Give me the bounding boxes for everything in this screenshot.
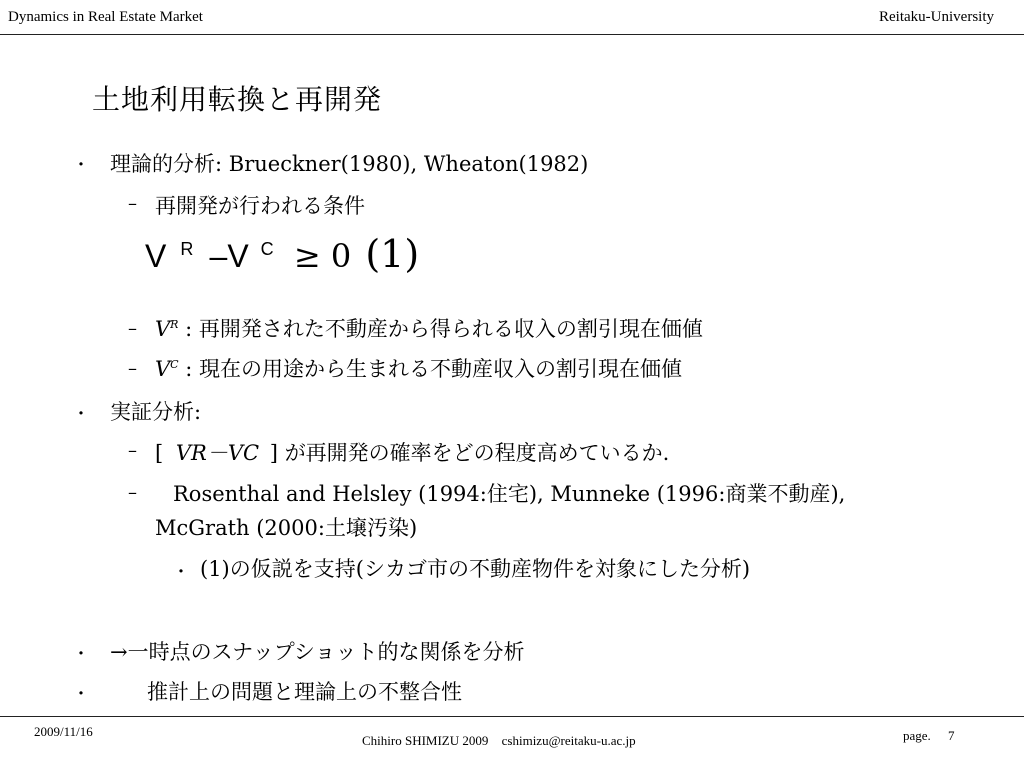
- bullet-empirical: 実証分析:: [110, 400, 202, 424]
- eq-sup-r: R: [180, 239, 194, 260]
- estimation-issues: 推計上の問題と理論上の不整合性: [147, 680, 462, 704]
- equation: [145, 232, 419, 276]
- slide-title: 土地利用転換と再開発: [92, 83, 383, 116]
- bullet-theory-refs: Brueckner(1980), Wheaton(1982): [228, 152, 589, 176]
- snapshot-analysis: →一時点のスナップショット的な関係を分析: [110, 640, 525, 664]
- bullet-mark: ・: [72, 155, 90, 176]
- redevelopment-condition: 再開発が行われる条件: [155, 194, 365, 218]
- eq-minus-v: –V: [209, 238, 249, 274]
- studies-line-2: McGrath (2000:土壌汚染): [155, 516, 418, 540]
- vr-definition: [155, 313, 703, 343]
- vc-text: : 現在の用途から生まれる不動産収入の割引現在価値: [185, 357, 683, 381]
- dash-mark: –: [128, 193, 137, 214]
- eq-geq-zero: ≥ 0: [293, 237, 352, 275]
- footer-page: [903, 728, 955, 744]
- footer-divider: [0, 716, 1024, 717]
- vr-sup: R: [170, 318, 179, 331]
- vc-var: V: [155, 357, 171, 381]
- bullet-theory-label: 理論的分析:: [110, 152, 223, 176]
- vr-vc-expr: VR－VC: [175, 441, 260, 465]
- header-right: Reitaku-University: [879, 9, 994, 25]
- vr-var: V: [155, 317, 171, 341]
- footer-email: cshimizu@reitaku-u.ac.jp: [501, 733, 636, 748]
- eq-v: V: [145, 238, 167, 274]
- footer-date: 2009/11/16: [34, 724, 93, 739]
- dash-mark: –: [128, 358, 137, 379]
- footer-page-number: 7: [948, 728, 955, 743]
- bracket-close: ]: [269, 441, 278, 465]
- vc-definition: [155, 353, 682, 383]
- dash-mark: –: [128, 440, 137, 461]
- vr-vc-question: [155, 437, 669, 467]
- eq-number: (1): [365, 232, 420, 276]
- bullet-mark: ・: [172, 562, 190, 583]
- studies-line-1: Rosenthal and Helsley (1994:住宅), Munneke (1996:商業不動産),: [173, 482, 846, 506]
- bullet-mark: ・: [72, 404, 90, 425]
- eq-sup-c: C: [260, 239, 274, 260]
- bullet-mark: ・: [72, 684, 90, 705]
- dash-mark: –: [128, 482, 137, 503]
- bullet-theory: [110, 148, 588, 178]
- dash-mark: –: [128, 318, 137, 339]
- footer-page-label: page.: [903, 728, 931, 743]
- header-left: Dynamics in Real Estate Market: [8, 9, 203, 25]
- bullet-mark: ・: [72, 644, 90, 665]
- vc-sup: C: [170, 358, 179, 371]
- vr-vc-text: が再開発の確率をどの程度高めているか.: [284, 441, 670, 465]
- vr-text: : 再開発された不動産から得られる収入の割引現在価値: [185, 317, 703, 341]
- footer-author: [362, 733, 636, 749]
- hypothesis-support: (1)の仮説を支持(シカゴ市の不動産物件を対象にした分析): [200, 557, 751, 581]
- bracket-open: [: [155, 441, 164, 465]
- footer-author-name: Chihiro SHIMIZU 2009: [362, 733, 489, 748]
- header-divider: [0, 34, 1024, 35]
